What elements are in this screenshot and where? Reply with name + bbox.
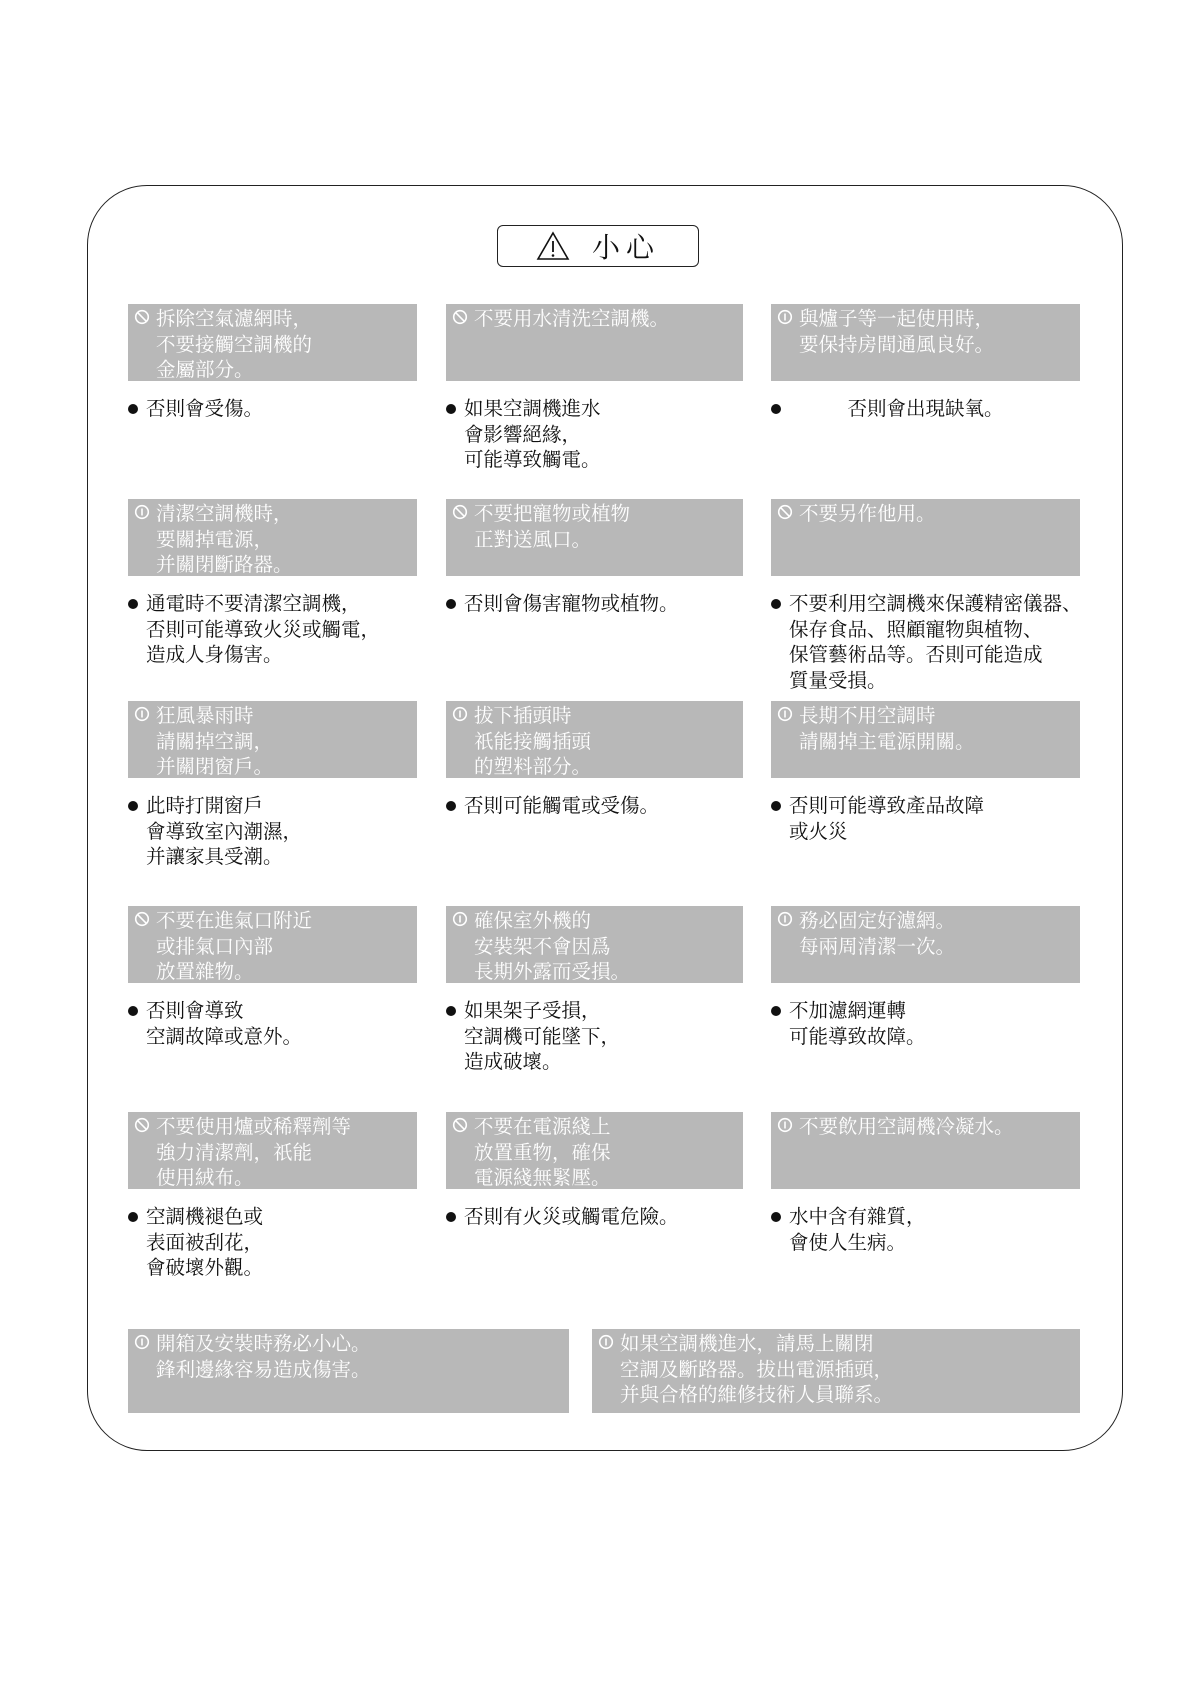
caution-item-heading bbox=[446, 304, 743, 381]
caution-item-body-text: 如果空調機進水 會影響絕緣， 可能導致觸電。 bbox=[464, 397, 601, 471]
caution-title-box bbox=[497, 225, 699, 267]
prohibition-icon bbox=[777, 504, 793, 520]
caution-item-body bbox=[771, 1204, 1109, 1255]
caution-item-heading bbox=[771, 701, 1080, 778]
warning-triangle-icon bbox=[536, 231, 570, 261]
caution-item-body-text: 不加濾網運轉 可能導致故障。 bbox=[789, 999, 926, 1048]
bullet-icon bbox=[771, 1212, 781, 1222]
caution-item-body bbox=[771, 998, 1109, 1049]
caution-item-body-text: 否則會傷害寵物或植物。 bbox=[464, 592, 679, 615]
bullet-icon bbox=[771, 801, 781, 811]
caution-bottom-heading bbox=[128, 1329, 569, 1413]
caution-item-heading-text: 不要使用爐或稀釋劑等 強力清潔劑，祇能 使用絨布。 bbox=[156, 1115, 352, 1189]
mandatory-icon bbox=[452, 911, 468, 927]
bullet-icon bbox=[771, 404, 781, 414]
caution-bottom-heading-text: 開箱及安裝時務必小心。 鋒利邊緣容易造成傷害。 bbox=[156, 1332, 371, 1381]
caution-item-body bbox=[771, 793, 1109, 844]
caution-item-heading-text: 確保室外機的 安裝架不會因爲 長期外露而受損。 bbox=[474, 909, 631, 983]
bullet-icon bbox=[446, 1006, 456, 1016]
caution-item-heading-text: 務必固定好濾網。 每兩周清潔一次。 bbox=[799, 909, 956, 958]
mandatory-icon bbox=[777, 1117, 793, 1133]
mandatory-icon bbox=[777, 309, 793, 325]
bullet-icon bbox=[446, 1212, 456, 1222]
caution-item-heading bbox=[128, 499, 417, 576]
caution-item-body bbox=[446, 1204, 761, 1230]
bullet-icon bbox=[771, 1006, 781, 1016]
bullet-icon bbox=[128, 1212, 138, 1222]
caution-item-body-text: 不要利用空調機來保護精密儀器、 保存食品、照顧寵物與植物、 保管藝術品等。否則可能造成 質量受損。 bbox=[789, 592, 1082, 692]
caution-item-body bbox=[771, 396, 1109, 422]
caution-item-heading-text: 不要用水清洗空調機。 bbox=[474, 307, 670, 330]
bullet-icon bbox=[128, 1006, 138, 1016]
mandatory-icon bbox=[777, 706, 793, 722]
caution-item-body-text: 否則可能觸電或受傷。 bbox=[464, 794, 660, 817]
caution-item-heading-text: 不要在進氣口附近 或排氣口內部 放置雜物。 bbox=[156, 909, 313, 983]
caution-item-heading bbox=[446, 499, 743, 576]
caution-item-body bbox=[128, 396, 435, 422]
caution-item-heading bbox=[128, 701, 417, 778]
caution-item-body-text: 否則可能導致產品故障 或火災 bbox=[789, 794, 985, 843]
caution-item-body bbox=[128, 793, 435, 870]
prohibition-icon bbox=[452, 309, 468, 325]
caution-item-heading bbox=[446, 906, 743, 983]
prohibition-icon bbox=[452, 504, 468, 520]
caution-item-body-text: 否則有火災或觸電危險。 bbox=[464, 1205, 679, 1228]
bullet-icon bbox=[128, 404, 138, 414]
caution-item-heading-text: 不要把寵物或植物 正對送風口。 bbox=[474, 502, 631, 551]
bullet-icon bbox=[771, 599, 781, 609]
caution-item-heading bbox=[771, 906, 1080, 983]
caution-item-heading-text: 拆除空氣濾網時， 不要接觸空調機的 金屬部分。 bbox=[156, 307, 313, 381]
caution-item-heading-text: 不要飲用空調機冷凝水。 bbox=[799, 1115, 1014, 1138]
caution-item-heading-text: 與爐子等一起使用時， 要保持房間通風良好。 bbox=[799, 307, 995, 356]
caution-item-body-text: 空調機褪色或 表面被刮花， 會破壞外觀。 bbox=[146, 1205, 264, 1279]
bullet-icon bbox=[446, 801, 456, 811]
caution-item-heading-text: 拔下插頭時 祇能接觸插頭 的塑料部分。 bbox=[474, 704, 592, 778]
mandatory-icon bbox=[134, 504, 150, 520]
caution-item-body-text: 通電時不要清潔空調機， 否則可能導致火災或觸電， 造成人身傷害。 bbox=[146, 592, 381, 666]
mandatory-icon bbox=[134, 706, 150, 722]
caution-item-heading bbox=[128, 1112, 417, 1189]
caution-item-body-text: 否則會出現缺氧。 bbox=[789, 397, 1004, 420]
caution-item-body bbox=[128, 998, 435, 1049]
caution-item-heading-text: 不要另作他用。 bbox=[799, 502, 936, 525]
caution-bottom-heading bbox=[592, 1329, 1080, 1413]
mandatory-icon bbox=[452, 706, 468, 722]
caution-item-heading bbox=[771, 1112, 1080, 1189]
caution-item-body bbox=[446, 591, 761, 617]
caution-item-body-text: 否則會受傷。 bbox=[146, 397, 264, 420]
caution-item-body-text: 水中含有雜質， 會使人生病。 bbox=[789, 1205, 926, 1254]
caution-item-heading bbox=[446, 701, 743, 778]
caution-item-heading bbox=[128, 304, 417, 381]
caution-item-heading bbox=[446, 1112, 743, 1189]
caution-item-heading-text: 長期不用空調時 請關掉主電源開關。 bbox=[799, 704, 975, 753]
bullet-icon bbox=[128, 801, 138, 811]
caution-title: 小心 bbox=[591, 231, 660, 264]
prohibition-icon bbox=[134, 309, 150, 325]
caution-item-heading-text: 清潔空調機時， 要關掉電源， 并關閉斷路器。 bbox=[156, 502, 293, 576]
caution-item-body bbox=[128, 591, 435, 668]
caution-item-heading-text: 狂風暴雨時 請關掉空調， 并關閉窗戶。 bbox=[156, 704, 274, 778]
caution-bottom-heading-text: 如果空調機進水，請馬上關閉 空調及斷路器。拔出電源插頭， 并與合格的維修技術人員聯系。 bbox=[620, 1332, 894, 1406]
caution-item-heading bbox=[771, 304, 1080, 381]
bullet-icon bbox=[128, 599, 138, 609]
caution-item-body bbox=[446, 396, 761, 473]
caution-item-body-text: 此時打開窗戶 會導致室內潮濕， 并讓家具受潮。 bbox=[146, 794, 303, 868]
mandatory-icon bbox=[134, 1334, 150, 1350]
caution-item-body-text: 否則會導致 空調故障或意外。 bbox=[146, 999, 303, 1048]
mandatory-icon bbox=[777, 911, 793, 927]
caution-item-heading bbox=[771, 499, 1080, 576]
caution-item-body bbox=[446, 998, 761, 1075]
caution-item-body bbox=[128, 1204, 435, 1281]
caution-item-heading bbox=[128, 906, 417, 983]
bullet-icon bbox=[446, 404, 456, 414]
prohibition-icon bbox=[134, 1117, 150, 1133]
caution-item-body bbox=[771, 591, 1109, 693]
caution-item-body-text: 如果架子受損， 空調機可能墜下， 造成破壞。 bbox=[464, 999, 621, 1073]
prohibition-icon bbox=[452, 1117, 468, 1133]
caution-item-heading-text: 不要在電源綫上 放置重物，確保 電源綫無緊壓。 bbox=[474, 1115, 611, 1189]
mandatory-icon bbox=[598, 1334, 614, 1350]
caution-item-body bbox=[446, 793, 761, 819]
bullet-icon bbox=[446, 599, 456, 609]
prohibition-icon bbox=[134, 911, 150, 927]
